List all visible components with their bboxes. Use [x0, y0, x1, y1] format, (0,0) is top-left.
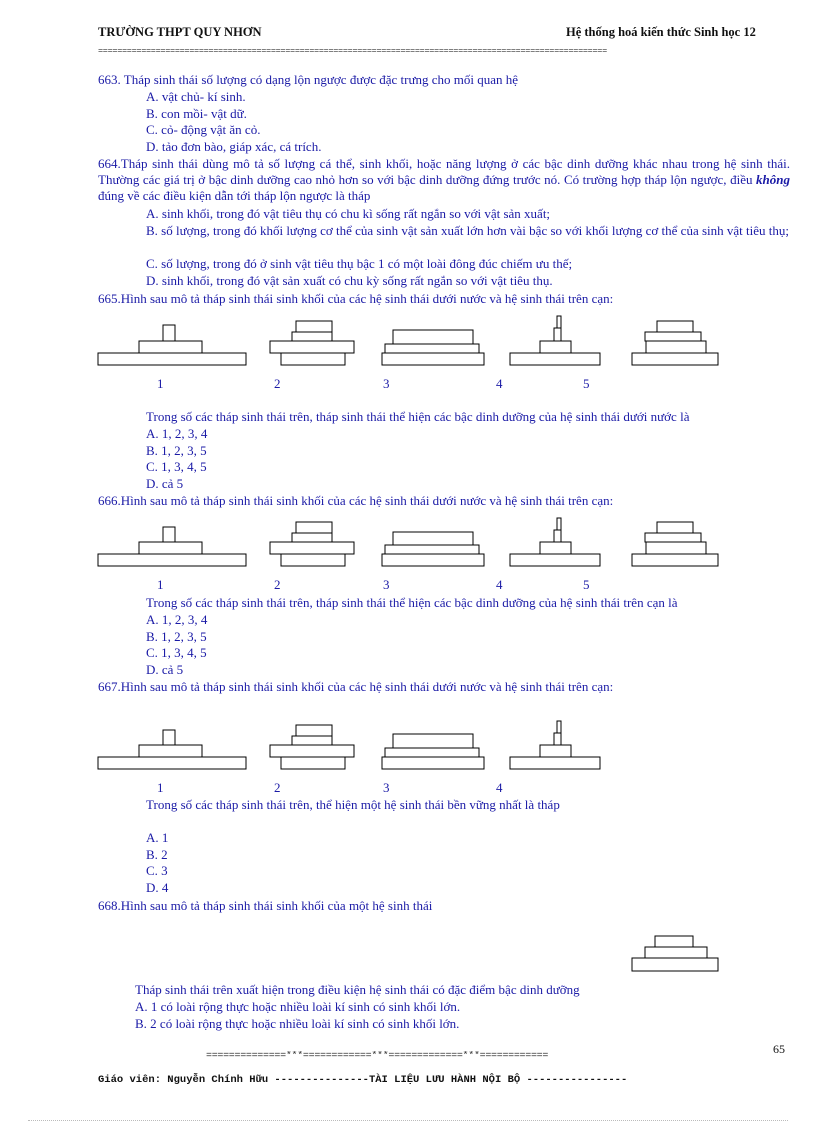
- footer-line: Giáo viên: Nguyễn Chính Hữu ---------------TÀI LIỆU LƯU HÀNH NỘI BỘ ----------------: [98, 1074, 628, 1086]
- q665-label-5: 5: [583, 376, 590, 391]
- q667-label-3: 3: [383, 780, 390, 795]
- q665-label-1: 1: [157, 376, 164, 391]
- q665-label-3: 3: [383, 376, 390, 391]
- page-bottom-dotted-rule: [28, 1120, 788, 1121]
- q664-option-b: B. số lượng, trong đó khối lượng cơ thể của sinh vật sản xuất lớn hơn vài bậc so với khối lượng cơ thể của sinh vật tiêu thụ;: [146, 223, 789, 238]
- q666-label-2: 2: [274, 577, 281, 592]
- q667-option-b: B. 2: [146, 847, 168, 862]
- q664-option-d: D. sinh khối, trong đó vật sản xuất có chu kỳ sống rất ngắn so với vật tiêu thụ.: [146, 273, 553, 288]
- q667-option-d: D. 4: [146, 880, 169, 895]
- page-number: 65: [773, 1042, 785, 1056]
- q666-label-3: 3: [383, 577, 390, 592]
- q666-label-5: 5: [583, 577, 590, 592]
- q666-option-b: B. 1, 2, 3, 5: [146, 629, 207, 644]
- q663-option-b: B. con mồi- vật dữ.: [146, 106, 247, 121]
- q666-label-1: 1: [157, 577, 164, 592]
- q667-label-4: 4: [496, 780, 503, 795]
- q667-option-a: A. 1: [146, 830, 169, 845]
- q665-option-b: B. 1, 2, 3, 5: [146, 443, 207, 458]
- q664-stem: 664.Tháp sinh thái dùng mô tả số lượng cá thể, sinh khối, hoặc năng lượng ở các bậc dinh dưỡng khác nhau trong hệ sinh thái. Thường các giá trị ở bậc dinh dưỡng cao nhỏ hơn so với bậc dinh dưỡng đứng trước nó. Có trường hợp tháp lộn ngược, điều không đúng về các điều kiện dẫn tới tháp lộn ngược là tháp: [98, 156, 790, 203]
- footer-stars: ==============***============***=============***============: [206, 1051, 549, 1062]
- q668-pyramid: [632, 936, 718, 971]
- q666-option-c: C. 1, 3, 4, 5: [146, 645, 207, 660]
- q664-emphasis: không: [756, 172, 790, 187]
- header-subject: Hệ thống hoá kiến thức Sinh học 12: [566, 25, 756, 39]
- header-school: TRƯỜNG THPT QUY NHƠN: [98, 25, 262, 39]
- q665-option-a: A. 1, 2, 3, 4: [146, 426, 208, 441]
- q667-label-2: 2: [274, 780, 281, 795]
- q665-label-2: 2: [274, 376, 281, 391]
- q666-question: Trong số các tháp sinh thái trên, tháp sinh thái thể hiện các bậc dinh dưỡng của hệ sinh thái trên cạn là: [146, 595, 678, 610]
- q666-label-4: 4: [496, 577, 503, 592]
- q668-option-a: A. 1 có loài rộng thực hoặc nhiều loài kí sinh có sinh khối lớn.: [135, 999, 461, 1014]
- q664-option-a: A. sinh khối, trong đó vật tiêu thụ có chu kì sống rất ngắn so với vật sản xuất;: [146, 206, 551, 221]
- q665-label-4: 4: [496, 376, 503, 391]
- q668-question: Tháp sinh thái trên xuất hiện trong điều kiện hệ sinh thái có đặc điểm bậc dinh dưỡng: [135, 982, 580, 997]
- q666-option-a: A. 1, 2, 3, 4: [146, 612, 208, 627]
- q666-stem: 666.Hình sau mô tả tháp sinh thái sinh khối của các hệ sinh thái dưới nước và hệ sinh thái trên cạn:: [98, 493, 614, 508]
- q667-question: Trong số các tháp sinh thái trên, thể hiện một hệ sinh thái bền vững nhất là tháp: [146, 797, 560, 812]
- q665-stem: 665.Hình sau mô tả tháp sinh thái sinh khối của các hệ sinh thái dưới nước và hệ sinh thái trên cạn:: [98, 291, 614, 306]
- q665-question: Trong số các tháp sinh thái trên, tháp sinh thái thể hiện các bậc dinh dưỡng của hệ sinh thái dưới nước là: [146, 409, 690, 424]
- q668-option-b: B. 2 có loài rộng thực hoặc nhiều loài kí sinh có sinh khối lớn.: [135, 1016, 460, 1031]
- q663-option-a: A. vật chủ- kí sinh.: [146, 89, 246, 104]
- q668-stem: 668.Hình sau mô tả tháp sinh thái sinh khối của một hệ sinh thái: [98, 898, 433, 913]
- q663-option-c: C. cỏ- động vật ăn cỏ.: [146, 122, 261, 137]
- q665-option-d: D. cả 5: [146, 476, 184, 491]
- q665-option-c: C. 1, 3, 4, 5: [146, 459, 207, 474]
- q666-option-d: D. cả 5: [146, 662, 184, 677]
- q663-option-d: D. tảo đơn bào, giáp xác, cá trích.: [146, 139, 322, 154]
- q663-stem: 663. Tháp sinh thái số lượng có dạng lộn ngược được đặc trưng cho mối quan hệ: [98, 72, 519, 87]
- q667-label-1: 1: [157, 780, 164, 795]
- header-rule: ==========================================================================================================: [98, 46, 607, 56]
- q664-option-c: C. số lượng, trong đó ở sinh vật tiêu thụ bậc 1 có một loài đông đúc chiếm ưu thế;: [146, 256, 573, 271]
- q667-stem: 667.Hình sau mô tả tháp sinh thái sinh khối của các hệ sinh thái dưới nước và hệ sinh thái trên cạn:: [98, 679, 614, 694]
- q667-option-c: C. 3: [146, 863, 168, 878]
